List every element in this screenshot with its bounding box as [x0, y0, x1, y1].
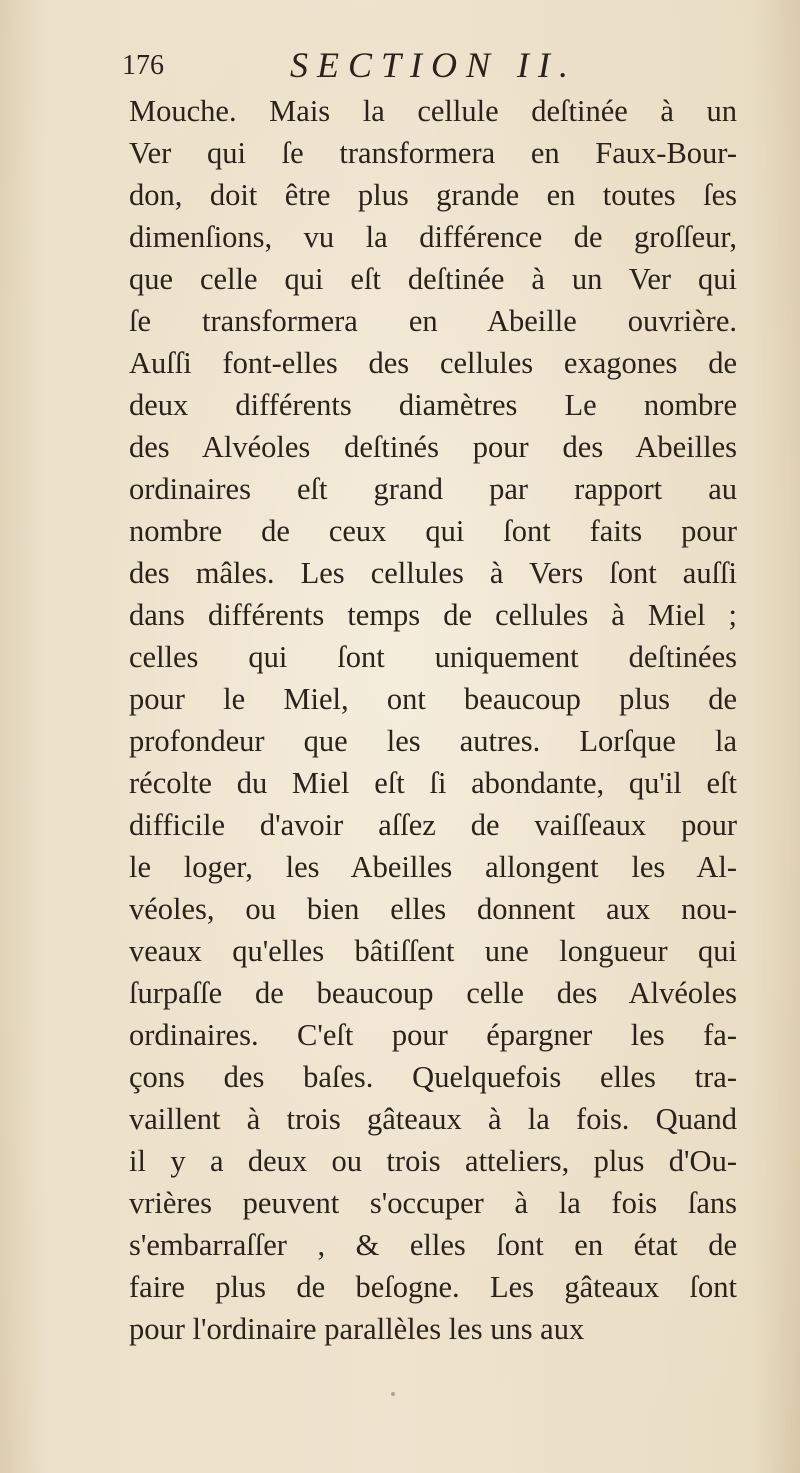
text-line: difficile d'avoir aſſez de vaiſſeaux pour	[129, 808, 737, 842]
text-line: ordinaires. C'eſt pour épargner les fa-	[129, 1018, 737, 1052]
text-line: profondeur que les autres. Lorſque la	[129, 724, 737, 758]
running-head: SECTION II.	[290, 45, 577, 85]
text-line: que celle qui eſt deſtinée à un Ver qui	[129, 262, 737, 296]
text-line: ordinaires eſt grand par rapport au	[129, 472, 737, 506]
text-line: çons des baſes. Quelquefois elles tra-	[129, 1060, 737, 1094]
text-line: des Alvéoles deſtinés pour des Abeilles	[129, 430, 737, 464]
page-header	[122, 44, 682, 90]
text-line: deux différents diamètres Le nombre	[129, 388, 737, 422]
text-line: celles qui ſont uniquement deſtinées	[129, 640, 737, 674]
text-line: ſe transformera en Abeille ouvrière.	[129, 304, 737, 338]
text-line: vrières peuvent s'occuper à la fois ſans	[129, 1186, 737, 1220]
text-line: il y a deux ou trois atteliers, plus d'Ou-	[129, 1144, 737, 1178]
text-line: véoles, ou bien elles donnent aux nou-	[129, 892, 737, 926]
text-line: des mâles. Les cellules à Vers ſont auſſi	[129, 556, 737, 590]
text-line: dimenſions, vu la différence de groſſeur,	[129, 220, 737, 254]
text-line: veaux qu'elles bâtiſſent une longueur qui	[129, 934, 737, 968]
body-text	[129, 90, 737, 1350]
text-line: ſurpaſſe de beaucoup celle des Alvéoles	[129, 976, 737, 1010]
text-line: le loger, les Abeilles allongent les Al-	[129, 850, 737, 884]
paper-speck	[391, 1392, 395, 1396]
text-line: vaillent à trois gâteaux à la fois. Quand	[129, 1102, 737, 1136]
text-line: Mouche. Mais la cellule deſtinée à un	[129, 94, 737, 128]
text-line: don, doit être plus grande en toutes ſes	[129, 178, 737, 212]
text-line: récolte du Miel eſt ſi abondante, qu'il eſt	[129, 766, 737, 800]
page-number: 176	[122, 50, 164, 81]
text-line: Auſſi font-elles des cellules exagones de	[129, 346, 737, 380]
text-line: pour l'ordinaire parallèles les uns aux	[129, 1312, 585, 1346]
text-line: pour le Miel, ont beaucoup plus de	[129, 682, 737, 716]
text-line: dans différents temps de cellules à Miel ;	[129, 598, 737, 632]
text-line: s'embarraſſer , & elles ſont en état de	[129, 1228, 737, 1262]
text-line: Ver qui ſe transformera en Faux-Bour-	[129, 136, 737, 170]
text-line: nombre de ceux qui ſont faits pour	[129, 514, 737, 548]
text-line: faire plus de beſogne. Les gâteaux ſont	[129, 1270, 737, 1304]
